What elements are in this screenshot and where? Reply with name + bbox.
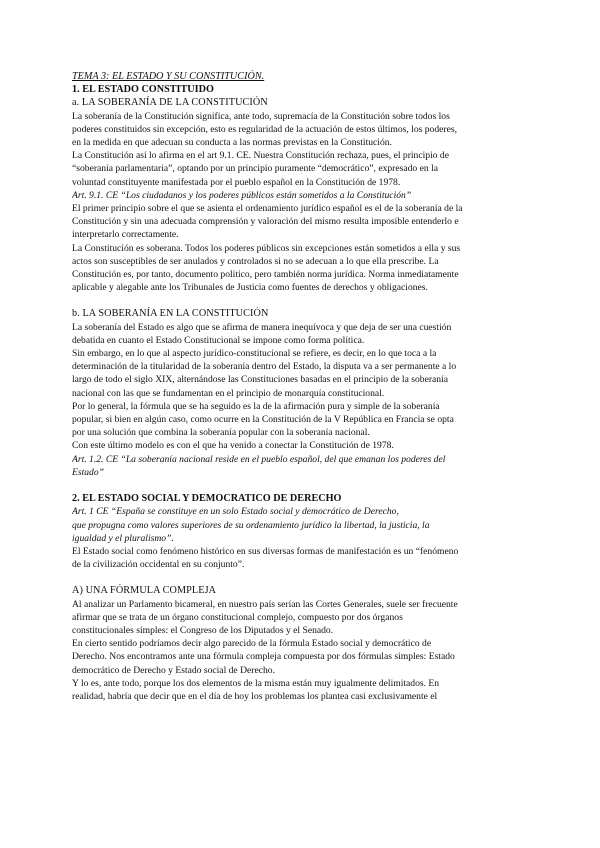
paragraph-line: afirmar que se trata de un órgano constitucional complejo, compuesto por dos órganos (72, 611, 403, 623)
section-2-heading: 2. EL ESTADO SOCIAL Y DEMOCRATICO DE DERECHO (72, 493, 342, 505)
subsection-b-heading: b. LA SOBERANÍA EN LA CONSTITUCIÓN (72, 308, 269, 320)
paragraph-line: debatida en cuanto el Estado Constitucional se impone como forma política. (72, 334, 365, 346)
paragraph-line: El Estado social como fenómeno histórico en sus diversas formas de manifestación es un “fenómeno (72, 545, 459, 557)
paragraph-line: El primer principio sobre el que se asienta el ordenamiento jurídico español es el de la soberanía de la (72, 203, 463, 215)
paragraph-line: determinación de la titularidad de la soberanía dentro del Estado, la disputa va a ser permanente a lo (72, 361, 457, 373)
article-quote: Estado” (72, 466, 104, 478)
section-1-heading: 1. EL ESTADO CONSTITUIDO (72, 84, 214, 96)
paragraph-line: aplicable y alegable ante los Tribunales de Justicia como fuentes de derechos y obligaciones. (72, 282, 428, 294)
paragraph-line: por una solución que combina la soberanía popular con la soberanía nacional. (72, 427, 370, 439)
paragraph-line: actos son susceptibles de ser anulados y controlados si no se adecuan a lo que ella prescribe. La (72, 255, 439, 267)
article-quote: Art. 1.2. CE “La soberanía nacional reside en el pueblo español, del que emanan los poderes del (72, 453, 446, 465)
paragraph-line: popular, si bien en algún caso, como ocurre en la Constitución de la V República en Francia se opta (72, 414, 454, 426)
article-quote: igualdad y el pluralismo”. (72, 532, 174, 544)
paragraph-line: voluntad constituyente manifestada por el pueblo español en la Constitución de 1978. (72, 176, 401, 188)
paragraph-line: La soberanía del Estado es algo que se afirma de manera inequívoca y que deja de ser una cuestión (72, 321, 452, 333)
document-title: TEMA 3: EL ESTADO Y SU CONSTITUCIÓN. (72, 71, 265, 82)
paragraph-line: Y lo es, ante todo, porque los dos elementos de la misma están muy igualmente delimitados. En (72, 677, 440, 689)
document-page (72, 70, 540, 703)
paragraph-line: nacional con las que se fundamentan en el principio de monarquía constitucional. (72, 387, 385, 399)
paragraph-line: constitucionales simples: el Congreso de los Diputados y el Senado. (72, 624, 334, 636)
paragraph-line: democrático de Derecho y Estado social de Derecho. (72, 664, 275, 676)
paragraph-line: La soberanía de la Constitución significa, ante todo, supremacía de la Constitución sobre todos los (72, 110, 450, 122)
paragraph-line: Constitución es, por tanto, documento político, pero también norma jurídica. Norma inmediatamente (72, 269, 459, 281)
paragraph-line: de la civilización occidental en su conjunto”. (72, 559, 245, 571)
paragraph-line: largo de todo el siglo XIX, alternándose las Constituciones basadas en el principio de la soberanía (72, 374, 449, 386)
article-quote: Art. 9.1. CE “Los ciudadanos y los poderes públicos están sometidos a la Constitución” (72, 189, 412, 201)
paragraph-line: en la medida en que adecuan su conducta a las normas previstas en la Constitución. (72, 137, 392, 149)
paragraph-line: En cierto sentido podríamos decir algo parecido de la fórmula Estado social y democrático de (72, 638, 432, 650)
paragraph-line: interpretarlo correctamente. (72, 229, 179, 241)
paragraph-line: Derecho. Nos encontramos ante una fórmula compleja compuesta por dos fórmulas simples: Estado (72, 651, 455, 663)
paragraph-line: Sin embargo, en lo que al aspecto jurídico-constitucional se refiere, es decir, en lo que toca a la (72, 348, 437, 360)
paragraph-line: Por lo general, la fórmula que se ha seguido es la de la afirmación pura y simple de la soberanía (72, 400, 440, 412)
paragraph-line: poderes constituidos sin excepción, esto es regularidad de la actuación de estos últimos, los poderes, (72, 123, 457, 135)
paragraph-line: La Constitución así lo afirma en el art 9.1. CE. Nuestra Constitución rechaza, pues, el principio de (72, 150, 449, 162)
paragraph-line: Con este último modelo es con el que ha venido a conectar la Constitución de 1978. (72, 440, 394, 452)
paragraph-line: “soberanía parlamentaria”, optando por un principio puramente “democrático”, expresado en la (72, 163, 439, 175)
article-quote: que propugna como valores superiores de su ordenamiento jurídico la libertad, la justicia, la (72, 519, 430, 531)
spacer (72, 294, 540, 307)
paragraph-line: Al analizar un Parlamento bicameral, en nuestro país serían las Cortes Generales, suele ser frecuente (72, 598, 458, 610)
paragraph-line: Constitución y sin una adecuada comprensión y valoración del mismo resulta imposible entenderlo e (72, 216, 459, 228)
paragraph-line: La Constitución es soberana. Todos los poderes públicos sin excepciones están sometidos a ella y sus (72, 242, 461, 254)
paragraph-line: realidad, habría que decir que en el día de hoy los problemas los plantea casi exclusivamente el (72, 690, 438, 702)
spacer (72, 479, 540, 492)
article-quote: Art. 1 CE “España se constituye en un solo Estado social y democrático de Derecho, (72, 506, 399, 518)
subsection-a-formula-heading: A) UNA FÓRMULA COMPLEJA (72, 585, 217, 597)
subsection-a-heading: a. LA SOBERANÍA DE LA CONSTITUCIÓN (72, 97, 268, 109)
spacer (72, 571, 540, 584)
